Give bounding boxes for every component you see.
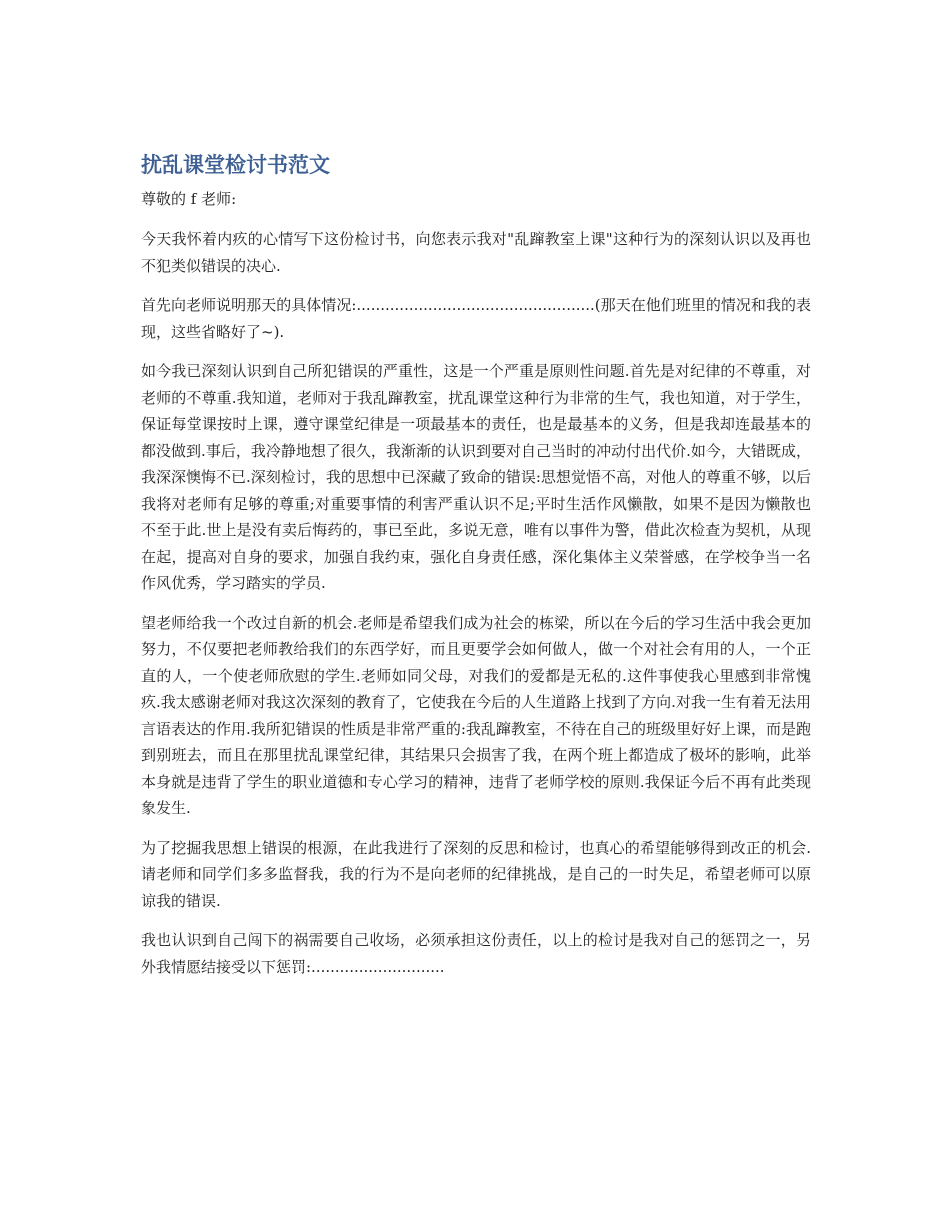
salutation: 尊敬的 f 老师: — [141, 190, 237, 208]
paragraph-situation: 首先向老师说明那天的具体情况:..................................................(那天在他们班里的情况和我的表现，这些省略好了~). — [141, 296, 811, 341]
document-page — [141, 150, 811, 993]
paragraph-root-cause: 为了挖掘我思想上错误的根源，在此我进行了深刻的反思和检讨，也真心的希望能够得到改正的机会.请老师和同学们多多监督我，我的行为不是向老师的纪律挑战，是自己的一时失足，希望老师可以原谅我的错误. — [141, 838, 811, 910]
paragraph-request: 望老师给我一个改过自新的机会.老师是希望我们成为社会的栋梁，所以在今后的学习生活中我会更加努力，不仅要把老师教给我们的东西学好，而且更要学会如何做人，做一个对社会有用的人，一个正直的人，一个使老师欣慰的学生.老师如同父母，对我们的爱都是无私的.这件事使我心里感到非常愧疚.我太感谢老师对我这次深刻的教育了，它使我在今后的人生道路上找到了方向.对我一生有着无法用言语表达的作用.我所犯错误的性质是非常严重的:我乱蹿教室，不待在自己的班级里好好上课，而是跑到别班去，而且在那里扰乱课堂纪律，其结果只会损害了我，在两个班上都造成了极坏的影响，此举本身就是违背了学生的职业道德和专心学习的精神，违背了老师学校的原则.我保证今后不再有此类现象发生. — [141, 613, 811, 817]
paragraph-reflection: 如今我已深刻认识到自己所犯错误的严重性，这是一个严重是原则性问题.首先是对纪律的不尊重，对老师的不尊重.我知道，老师对于我乱蹿教室，扰乱课堂这种行为非常的生气，我也知道，对于学生，保证每堂课按时上课，遵守课堂纪律是一项最基本的责任，也是最基本的义务，但是我却连最基本的都没做到.事后，我冷静地想了很久，我渐渐的认识到要对自己当时的冲动付出代价.如今，大错既成，我深深懊悔不已.深刻检讨，我的思想中已深藏了致命的错误:思想觉悟不高，对他人的尊重不够，以后我将对老师有足够的尊重;对重要事情的利害严重认识不足;平时生活作风懒散，如果不是因为懒散也不至于此.世上是没有卖后悔药的，事已至此，多说无意，唯有以事件为警，借此次检查为契机，从现在起，提高对自身的要求，加强自我约束，强化自身责任感，深化集体主义荣誉感，在学校争当一名作风优秀，学习踏实的学员. — [141, 362, 811, 592]
paragraph-punishment: 我也认识到自己闯下的祸需要自己收场，必须承担这份责任，以上的检讨是我对自己的惩罚之一，另外我情愿结接受以下惩罚:............................ — [141, 931, 811, 976]
document-title: 扰乱课堂检讨书范文 — [141, 153, 330, 177]
paragraph-intro: 今天我怀着内疚的心情写下这份检讨书，向您表示我对"乱蹿教室上课"这种行为的深刻认识以及再也不犯类似错误的决心. — [141, 230, 811, 275]
